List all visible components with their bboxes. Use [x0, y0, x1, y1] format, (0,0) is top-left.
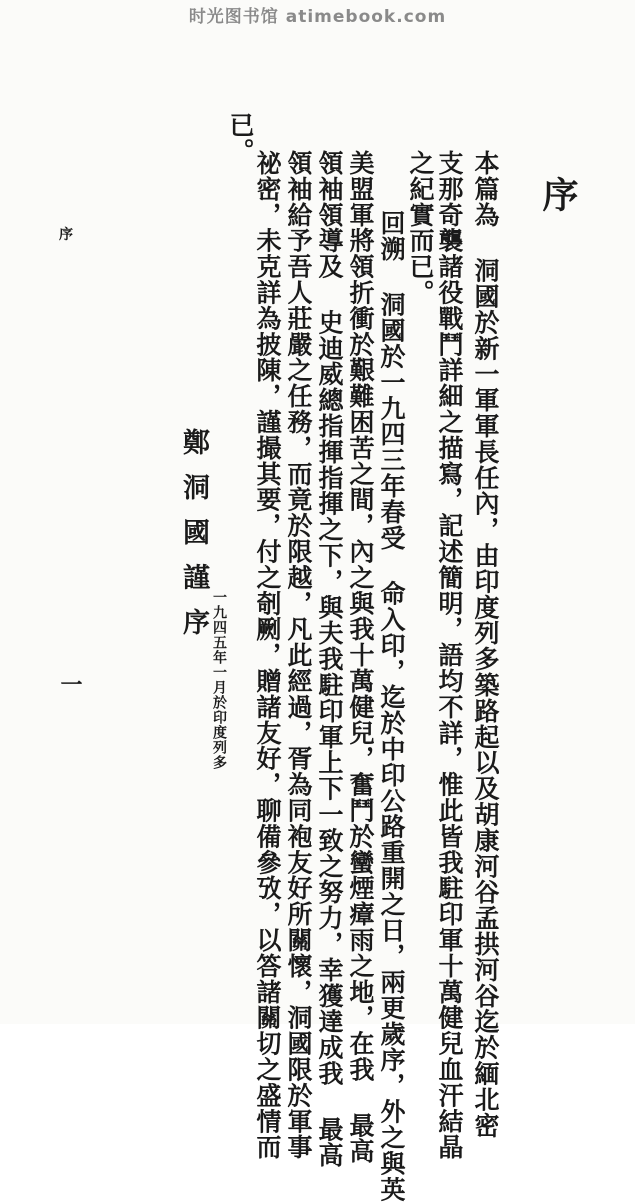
body-line-1: 本篇為 洞國於新一軍軍長任內，由印度列多築路起以及胡康河谷孟拱河谷迄於緬北密 [471, 150, 500, 1139]
body-line-7: 領袖給予吾人莊嚴之任務，而竟於限越，凡此經過，胥為同袍友好所關懷，洞國限於軍事 [284, 150, 313, 1161]
body-line-8: 祕密，未克詳為披陳，謹撮其要，付之剞劂，贈諸友好，聊備參攷，以答諸關切之盛情而 [253, 150, 282, 1161]
margin-mark: 序 [59, 227, 73, 243]
body-line-4: 回溯 洞國於一九四三年春受 命入印，迄於中印公路重開之日，兩更歲序，外之與英 [377, 210, 406, 1202]
signature-date: 一九四五年一月於印度列多 [211, 590, 227, 770]
body-line-3: 之紀實而已。 [406, 150, 435, 306]
signature-author: 鄭洞國謹序 [178, 428, 209, 653]
body-line-6: 領袖領導及 史迪威總指揮指揮之下，與夫我駐印軍上下一致之努力，幸獲達成我 最高 [315, 150, 344, 1169]
body-line-9: 已。 [226, 112, 255, 164]
watermark: 时光图书馆 atimebook.com [188, 7, 447, 27]
body-line-5: 美盟軍將領折衝於艱難困苦之間，內之與我十萬健兒，奮鬥於蠻煙瘴雨之地，在我 最高 [346, 150, 375, 1165]
page-title: 序 [537, 176, 579, 213]
page-number: 一 [57, 673, 83, 695]
body-line-2: 支那奇襲諸役戰鬥詳細之描寫，記述簡明，語均不詳，惟此皆我駐印軍十萬健兒血汗結晶 [435, 150, 464, 1161]
